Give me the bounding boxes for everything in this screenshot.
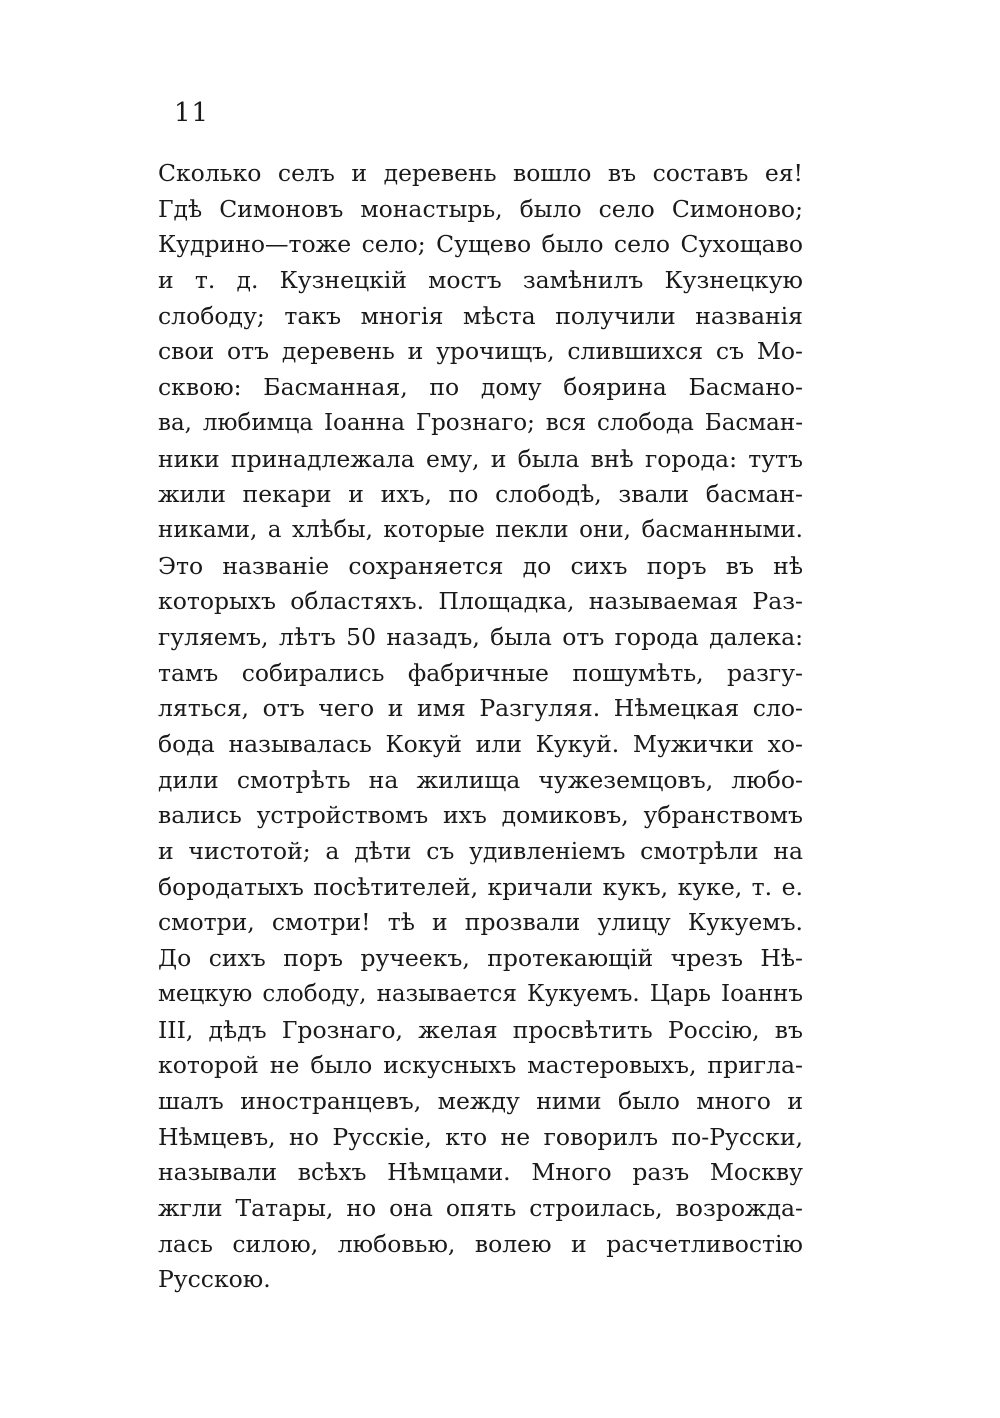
text-line: тамъ собирались фабричные пошумѣть, разгу-: [158, 658, 803, 687]
text-line: жгли Татары, но она опять строилась, возрожда-: [158, 1193, 803, 1222]
text-line: ники принадлежала ему, и была внѣ города: тутъ: [158, 444, 803, 473]
text-line: жили пекари и ихъ, по слободѣ, звали басман-: [158, 480, 803, 509]
page-number: 11: [174, 98, 210, 128]
text-line: свои отъ деревень и урочищъ, слившихся съ Мо-: [158, 337, 803, 366]
text-line: мецкую слободу, называется Кукуемъ. Царь Іоаннъ: [158, 980, 803, 1007]
text-line: сквою: Басманная, по дому боярина Басмано-: [158, 373, 803, 402]
text-line: слободу; такъ многія мѣста получили названія: [158, 301, 803, 330]
text-line: Это названіе сохраняется до сихъ поръ въ нѣ: [158, 551, 803, 580]
text-line: которой не было искусныхъ мастеровыхъ, пригла-: [158, 1051, 803, 1080]
text-line: Кудрино—тоже село; Сущево было село Сухощаво: [158, 230, 803, 259]
text-line: вались устройствомъ ихъ домиковъ, убранствомъ: [158, 801, 803, 830]
text-line: Сколько селъ и деревень вошло въ составъ ея!: [158, 159, 803, 187]
text-line: и чистотой; а дѣти съ удивленіемъ смотрѣли на: [158, 837, 803, 866]
text-line: которыхъ областяхъ. Площадка, называемая Раз-: [158, 587, 803, 616]
text-line: называли всѣхъ Нѣмцами. Много разъ Москву: [158, 1158, 803, 1187]
text-line: гуляемъ, лѣтъ 50 назадъ, была отъ города далека:: [158, 622, 803, 651]
text-line: никами, а хлѣбы, которые пекли они, басманными.: [158, 516, 803, 543]
text-line: смотри, смотри! тѣ и прозвали улицу Кукуемъ.: [158, 908, 803, 937]
text-line: шалъ иностранцевъ, между ними было много и: [158, 1086, 803, 1115]
text-line: лась силою, любовью, волею и расчетливостію: [158, 1229, 803, 1258]
text-line: ва, любимца Іоанна Грознаго; вся слобода Басман-: [158, 409, 803, 436]
text-line: До сихъ поръ ручеекъ, протекающій чрезъ Нѣ-: [158, 944, 803, 973]
text-line: Русскою.: [158, 1265, 271, 1294]
text-line: и т. д. Кузнецкій мостъ замѣнилъ Кузнецкую: [158, 266, 803, 295]
text-line: Гдѣ Симоновъ монастырь, было село Симоново;: [158, 194, 803, 223]
text-line: бода называлась Кокуй или Кукуй. Мужички хо-: [158, 730, 803, 758]
text-line: дили смотрѣть на жилища чужеземцовъ, любо-: [158, 765, 803, 794]
text-line: Нѣмцевъ, но Русскіе, кто не говорилъ по-Русски,: [158, 1122, 803, 1151]
text-line: бородатыхъ посѣтителей, кричали кукъ, куке, т. е.: [158, 872, 803, 901]
text-line: ляться, отъ чего и имя Разгуляя. Нѣмецкая сло-: [158, 694, 803, 723]
text-line: III, дѣдъ Грознаго, желая просвѣтить Россію, въ: [158, 1015, 803, 1044]
body-text: [158, 156, 803, 1298]
